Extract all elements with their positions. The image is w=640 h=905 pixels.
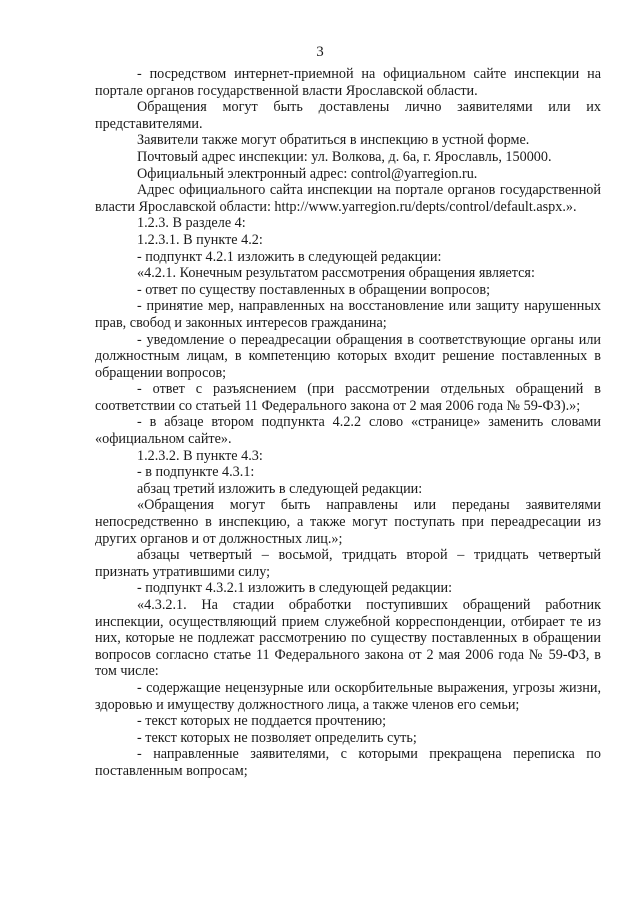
paragraph: - подпункт 4.2.1 изложить в следующей редакции: xyxy=(137,248,442,265)
paragraph: «4.2.1. Конечным результатом рассмотрения обращения является: xyxy=(137,265,535,282)
paragraph: Заявители также могут обратиться в инспекцию в устной форме. xyxy=(137,132,530,149)
paragraph: 1.2.3.2. В пункте 4.3: xyxy=(137,447,263,464)
page-number: 3 xyxy=(316,44,324,60)
paragraph: Официальный электронный адрес: control@yarregion.ru. xyxy=(137,165,478,182)
paragraph: - текст которых не поддается прочтению; xyxy=(137,713,387,730)
paragraph: - в абзаце втором подпункта 4.2.2 слово «странице» заменить словами «официальном сайте». xyxy=(95,414,601,448)
paragraph: - подпункт 4.3.2.1 изложить в следующей редакции: xyxy=(137,580,453,597)
paragraph: абзац третий изложить в следующей редакции: xyxy=(137,480,423,497)
paragraph: - ответ по существу поставленных в обращении вопросов; xyxy=(137,281,491,298)
document-body xyxy=(95,66,601,780)
paragraph: Адрес официального сайта инспекции на портале органов государственной власти Ярославской области: http://www.yarregion.ru/depts/control/default.aspx.». xyxy=(95,182,601,215)
paragraph: - текст которых не позволяет определить суть; xyxy=(137,729,417,746)
paragraph: «4.3.2.1. На стадии обработки поступивших обращений работник инспекции, осуществляющий прием служебной корреспонденции, отбирает те из них, которые не подлежат рассмотрению по существу поставленных в обращении вопросов согласно статье 11 Федерального закона от 2 мая 2006 года № 59-ФЗ, в том числе: xyxy=(95,597,601,680)
paragraph: 1.2.3.1. В пункте 4.2: xyxy=(137,231,263,248)
paragraph: - уведомление о переадресации обращения в соответствующие органы или должностным лицам, в компетенцию которых входит решение поставленных в обращении вопросов; xyxy=(95,331,601,381)
paragraph: абзацы четвертый – восьмой, тридцать второй – тридцать четвертый признать утратившими силу; xyxy=(95,547,601,580)
paragraph: Почтовый адрес инспекции: ул. Волкова, д. 6а, г. Ярославль, 150000. xyxy=(137,148,552,165)
paragraph: - ответ с разъяснением (при рассмотрении отдельных обращений в соответствии со статьей 11 Федерального закона от 2 мая 2006 года № 59-ФЗ).»; xyxy=(95,381,601,414)
paragraph: - принятие мер, направленных на восстановление или защиту нарушенных прав, свобод и законных интересов гражданина; xyxy=(95,298,601,331)
paragraph: - посредством интернет-приемной на официальном сайте инспекции на портале органов государственной власти Ярославской области. xyxy=(95,66,601,99)
paragraph: - направленные заявителями, с которыми прекращена переписка по поставленным вопросам; xyxy=(95,746,601,779)
paragraph: Обращения могут быть доставлены лично заявителями или их представителями. xyxy=(95,99,601,132)
paragraph: - в подпункте 4.3.1: xyxy=(137,464,255,481)
paragraph: - содержащие нецензурные или оскорбительные выражения, угрозы жизни, здоровью и имуществу должностного лица, а также членов его семьи; xyxy=(95,679,601,713)
paragraph: «Обращения могут быть направлены или переданы заявителями непосредственно в инспекцию, а также могут поступать при переадресации из других органов и от должностных лиц.»; xyxy=(95,497,601,547)
paragraph: 1.2.3. В разделе 4: xyxy=(137,215,246,232)
